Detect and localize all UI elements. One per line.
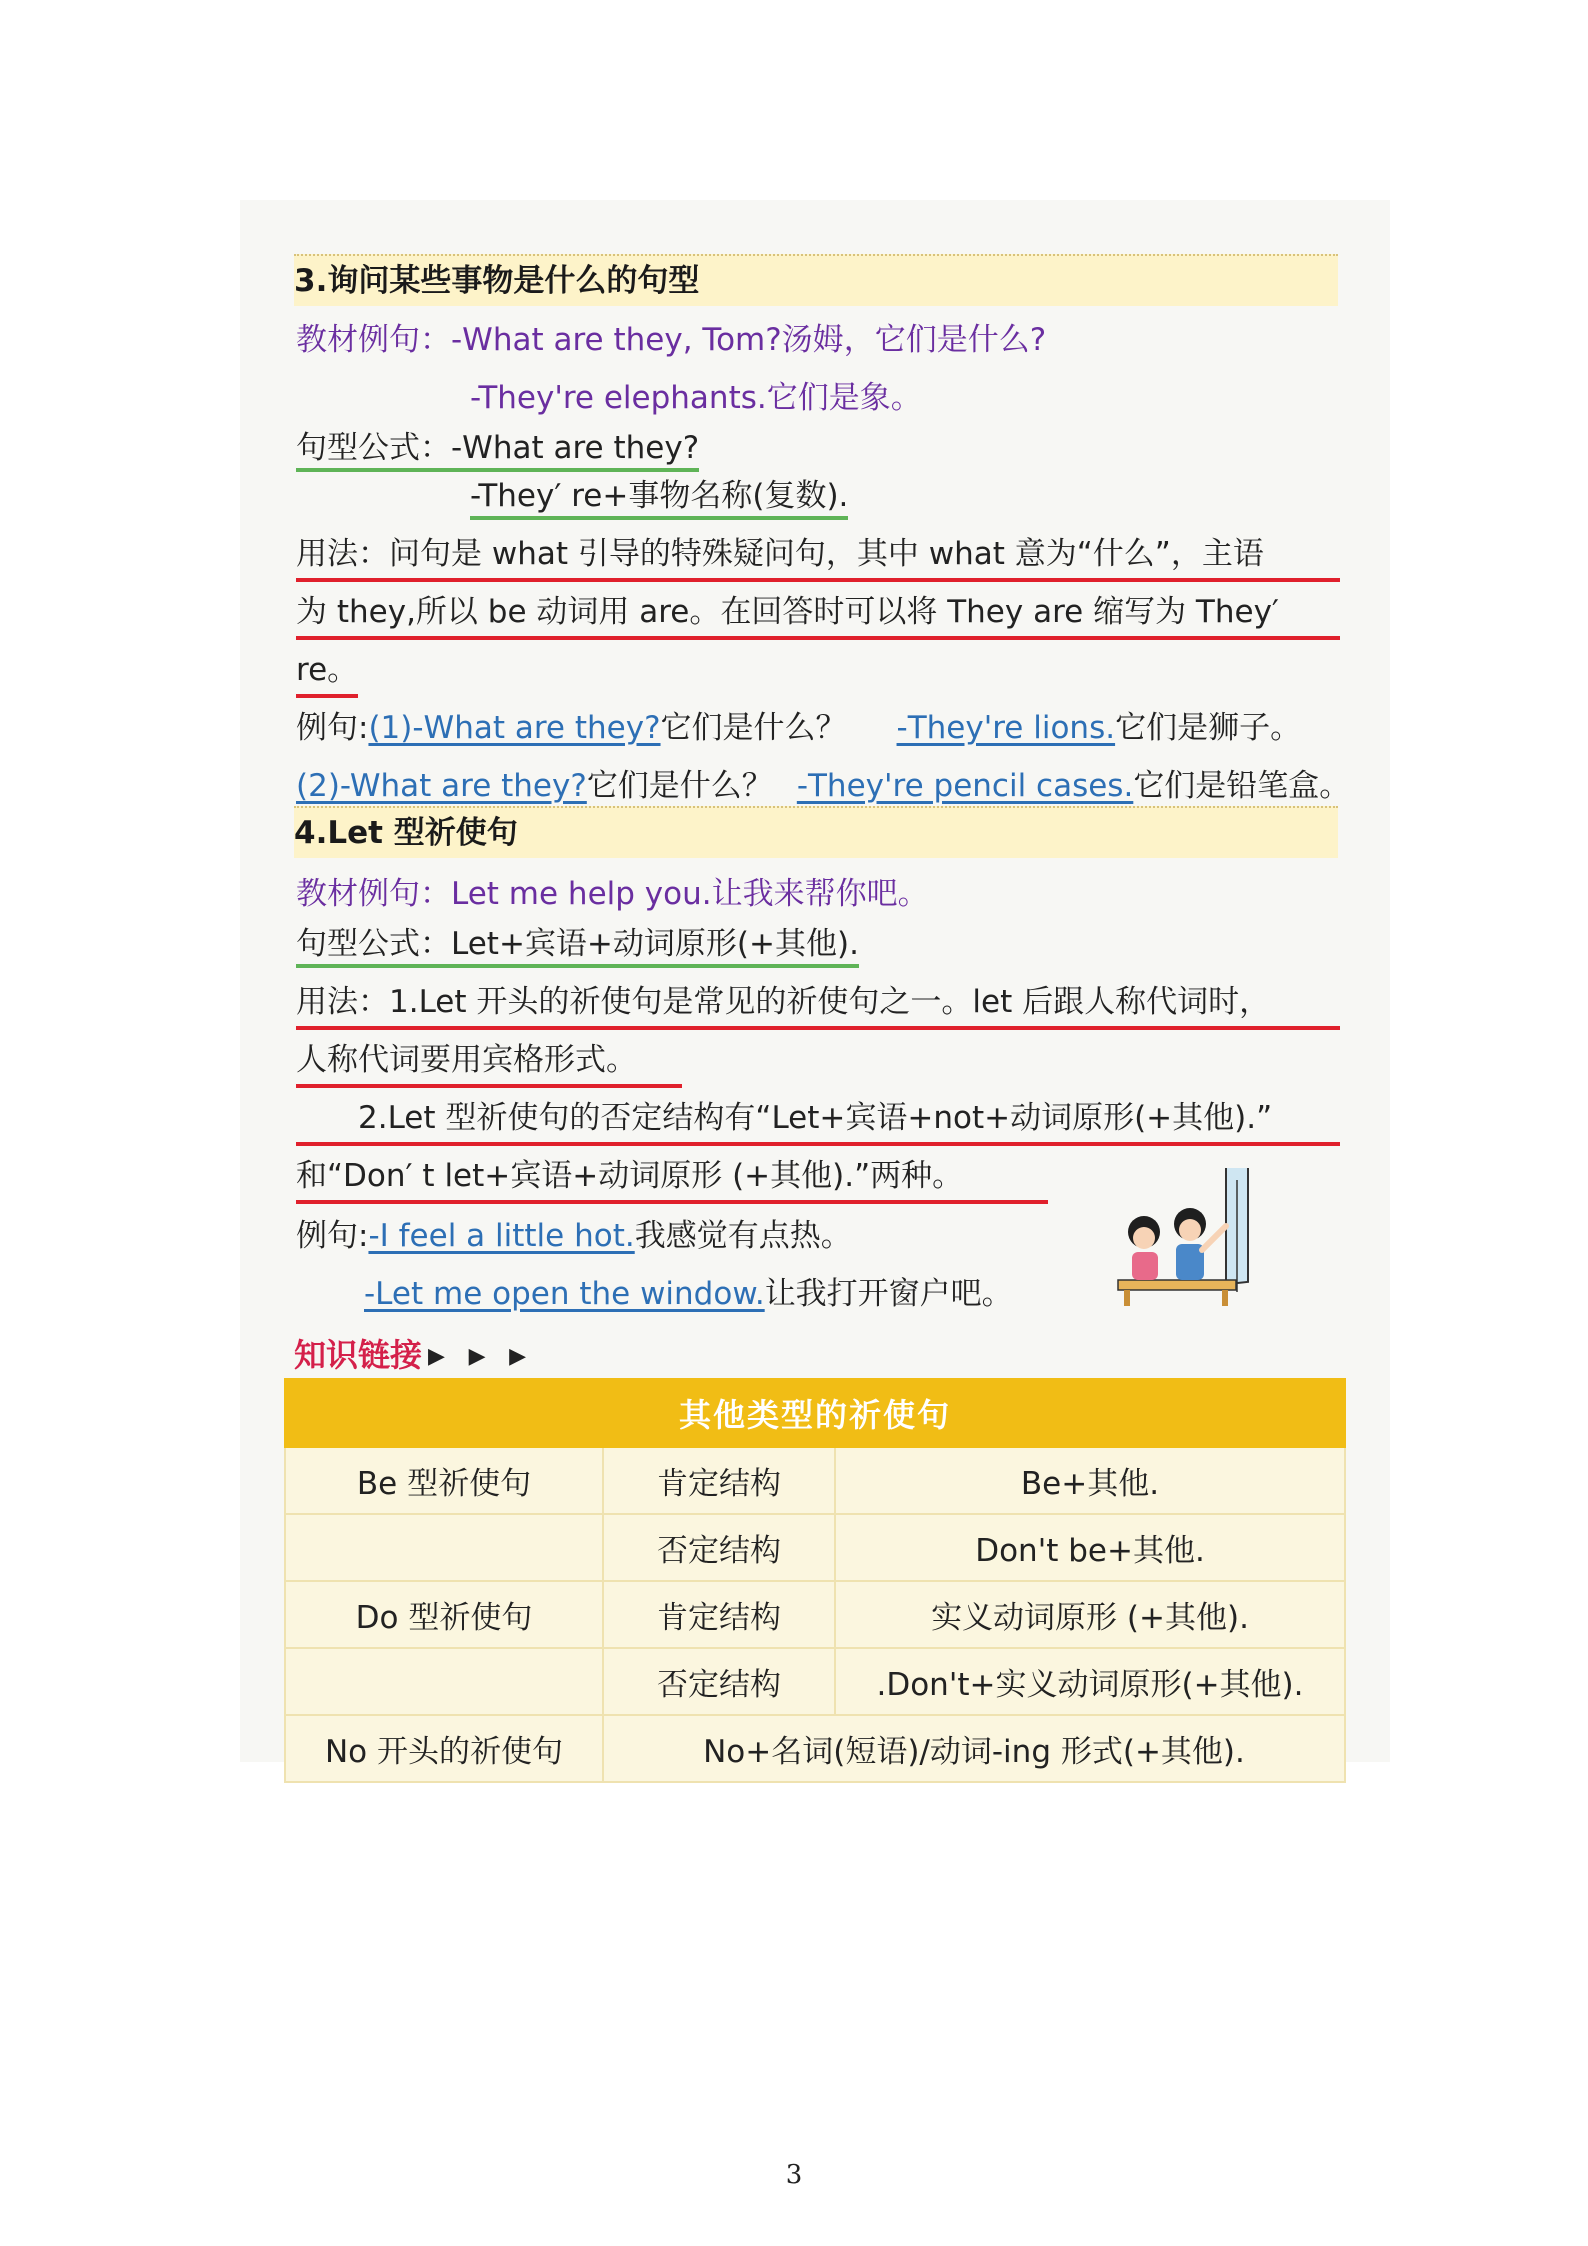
ex1-question: (1)-What are they? <box>368 710 661 746</box>
ex-label: 例句: <box>296 1218 369 1254</box>
usage-underline-1 <box>296 1026 1340 1030</box>
ex1-sentence: -I feel a little hot. <box>368 1218 635 1254</box>
ex-label: 例句: <box>296 710 369 746</box>
ex2-question-cn: 它们是什么？ <box>586 768 773 804</box>
usage-underline-4 <box>296 1200 1048 1204</box>
knowledge-link-heading <box>294 1330 534 1376</box>
section4-usage-line2: 人称代词要用宾格形式。 <box>296 1042 637 1078</box>
formula-label: 句型公式： <box>296 430 451 466</box>
section4-example2 <box>364 1272 1013 1316</box>
section3-usage-line3: re。 <box>296 652 359 688</box>
section4-title: 4.Let 型祈使句 <box>294 806 1338 858</box>
table-row <box>285 1514 1345 1581</box>
table-cell: Be 型祈使句 <box>285 1447 603 1514</box>
usage-underline-1 <box>296 578 1340 582</box>
section3-formula-line1 <box>296 426 699 470</box>
table-cell <box>285 1514 603 1581</box>
table-cell: .Don't+实义动词原形(+其他). <box>835 1648 1345 1715</box>
section3-usage-line1: 用法：问句是 what 引导的特殊疑问句，其中 what 意为“什么”，主语 <box>296 536 1264 572</box>
example-label: 教材例句： <box>296 322 451 358</box>
page-number: 3 <box>785 2160 803 2190</box>
usage-underline-3 <box>296 1142 1340 1146</box>
formula-question: -What are they? <box>451 430 700 466</box>
section3-usage-line2: 为 they,所以 be 动词用 are。在回答时可以将 They are 缩写为 They′ <box>296 594 1279 630</box>
table-row <box>285 1581 1345 1648</box>
section3-title: 3.询问某些事物是什么的句型 <box>294 254 1338 306</box>
section4-example1 <box>296 1214 852 1258</box>
example-label: 教材例句： <box>296 876 451 912</box>
section4-usage-line1: 用法：1.Let 开头的祈使句是常见的祈使句之一。let 后跟人称代词时， <box>296 984 1271 1020</box>
table-cell: 肯定结构 <box>603 1447 835 1514</box>
section4-usage-line4: 和“Don′ t let+宾语+动词原形 (+其他).”两种。 <box>296 1158 964 1194</box>
section4-usage-line3: 2.Let 型祈使句的否定结构有“Let+宾语+not+动词原形(+其他).” <box>358 1100 1273 1136</box>
table-row <box>285 1715 1345 1782</box>
table-cell: 肯定结构 <box>603 1581 835 1648</box>
usage-underline-3 <box>296 694 358 698</box>
table-cell: No 开头的祈使句 <box>285 1715 603 1782</box>
formula-answer: -They′ re+事物名称(复数). <box>470 478 848 520</box>
imperative-types-table <box>284 1378 1346 1783</box>
ex2-sentence: -Let me open the window. <box>364 1276 765 1312</box>
ex1-question-cn: 它们是什么？ <box>660 710 847 746</box>
table-cell: Be+其他. <box>835 1447 1345 1514</box>
children-window-illustration <box>1114 1168 1264 1308</box>
ex2-answer-cn: 它们是铅笔盒。 <box>1133 768 1351 804</box>
ex1-answer-cn: 它们是狮子。 <box>1115 710 1302 746</box>
table-header-row <box>285 1379 1345 1447</box>
section3-example1 <box>296 706 1301 750</box>
table-cell: 实义动词原形 (+其他). <box>835 1581 1345 1648</box>
ex1-answer: -They're lions. <box>896 710 1116 746</box>
example-question: -What are they, Tom?汤姆，它们是什么? <box>451 322 1047 358</box>
table-cell: 否定结构 <box>603 1648 835 1715</box>
knowledge-link-title: 知识链接 <box>294 1336 423 1374</box>
usage-underline-2 <box>296 636 1340 640</box>
ex2-sentence-cn: 让我打开窗户吧。 <box>764 1276 1013 1312</box>
table-row <box>285 1447 1345 1514</box>
section3-example2 <box>296 764 1350 808</box>
table-row <box>285 1648 1345 1715</box>
section4-example-line <box>296 872 929 916</box>
section3-example-line1 <box>296 318 1046 362</box>
table-cell: 否定结构 <box>603 1514 835 1581</box>
formula-sentence: Let+宾语+动词原形(+其他). <box>451 926 859 962</box>
ex2-question: (2)-What are they? <box>296 768 587 804</box>
ex1-sentence-cn: 我感觉有点热。 <box>634 1218 852 1254</box>
usage-underline-2 <box>296 1084 682 1088</box>
table-cell: Do 型祈使句 <box>285 1581 603 1648</box>
example-sentence: Let me help you.让我来帮你吧。 <box>451 876 929 912</box>
ex2-answer: -They're pencil cases. <box>796 768 1134 804</box>
table-cell: Don't be+其他. <box>835 1514 1345 1581</box>
section3-formula-line2 <box>470 474 848 518</box>
example-answer: -They're elephants.它们是象。 <box>470 380 922 416</box>
formula-label: 句型公式： <box>296 926 451 962</box>
table-cell <box>285 1648 603 1715</box>
section4-formula-line <box>296 922 859 966</box>
table-cell: No+名词(短语)/动词-ing 形式(+其他). <box>603 1715 1345 1782</box>
triangle-arrows-icon: ▶ ▶ ▶ <box>428 1344 535 1369</box>
table-header: 其他类型的祈使句 <box>285 1379 1345 1447</box>
